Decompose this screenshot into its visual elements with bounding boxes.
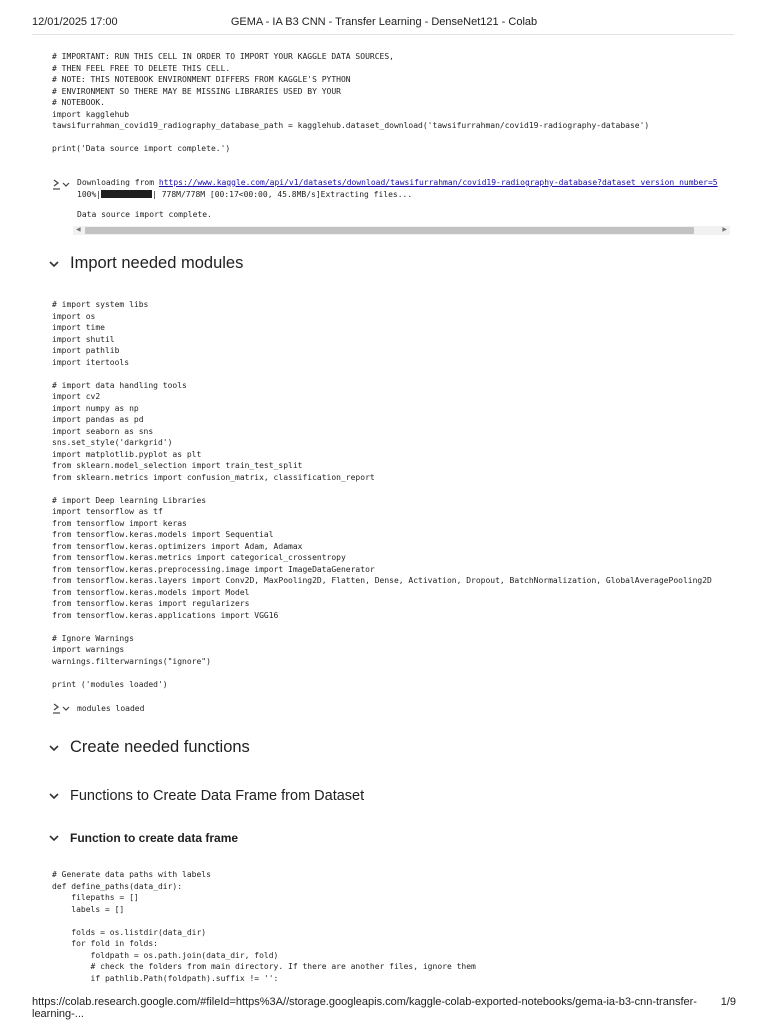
code-line: # check the folders from main directory. If there are another files, ignore them [52, 962, 476, 971]
scroll-right-icon[interactable]: ▶ [722, 227, 727, 233]
progress-line [77, 189, 730, 201]
code-line: for fold in folds: [52, 939, 158, 948]
progress-prefix: 100%| [77, 189, 102, 199]
output-icon [52, 703, 70, 715]
scrollbar-thumb[interactable] [85, 227, 694, 234]
code-line: import tensorflow as tf [52, 507, 163, 516]
section-create-functions[interactable] [48, 738, 250, 757]
code-line: import os [52, 311, 96, 321]
code-line: # NOTEBOOK. [52, 98, 105, 107]
chevron-down-icon[interactable] [48, 832, 60, 844]
code-line: import time [52, 323, 105, 332]
code-line: warnings.filterwarnings("ignore") [52, 656, 211, 666]
section-import-modules[interactable] [48, 254, 243, 273]
section-title: Create needed functions [70, 738, 250, 756]
code-line: foldpath = os.path.join(data_dir, fold) [52, 950, 279, 960]
code-line: tawsifurrahman_covid19_radiography_database_path = kagglehub.dataset_download('tawsifurrahman/covid19-radiography-database') [52, 121, 650, 130]
import-complete-message: Data source import complete. [77, 210, 212, 219]
code-line: import kagglehub [52, 109, 130, 119]
section-title: Functions to Create Data Frame from Dataset [70, 788, 365, 804]
code-line: sns.set_style('darkgrid') [52, 438, 173, 447]
download-prefix: Downloading from [77, 178, 159, 187]
code-line: from tensorflow.keras.models import Model [52, 587, 250, 597]
cell-output-modules [52, 703, 730, 717]
code-line: import cv2 [52, 392, 101, 401]
code-line: from sklearn.metrics import confusion_matrix, classification_report [52, 472, 375, 482]
code-line: from tensorflow.keras.layers import Conv2D, MaxPooling2D, Flatten, Dense, Activation, Dropout, BatchNormalization, GlobalAveragePooling2D [52, 576, 712, 585]
code-line: from tensorflow.keras.optimizers import Adam, Adamax [52, 541, 303, 551]
code-line: labels = [] [52, 904, 125, 914]
code-line: from tensorflow.keras.applications import VGG16 [52, 610, 279, 620]
page-url: https://colab.research.google.com/#fileId=https%3A//storage.googleapis.com/kaggle-colab-exported-notebooks/gema-ia-b3-cnn-transfer-learning-... [32, 996, 697, 1020]
page-number: 1/9 [720, 996, 736, 1008]
output-horizontal-scrollbar[interactable] [73, 226, 730, 235]
code-line: import warnings [52, 645, 125, 654]
code-line: # Ignore Warnings [52, 633, 134, 643]
code-line: from tensorflow.keras.models import Sequential [52, 530, 274, 539]
code-line: filepaths = [] [52, 893, 139, 902]
code-line [52, 621, 712, 633]
code-line: # import Deep learning Libraries [52, 495, 207, 505]
code-line: # ENVIRONMENT SO THERE MAY BE MISSING LIBRARIES USED BY YOUR [52, 86, 341, 96]
code-line: if pathlib.Path(foldpath).suffix != '': [52, 973, 279, 983]
code-line: import pandas as pd [52, 415, 144, 424]
progress-bar [101, 190, 152, 198]
code-line: print ('modules loaded') [52, 679, 168, 689]
print-footer [32, 996, 736, 1020]
code-line: print('Data source import complete.') [52, 144, 231, 153]
header-divider [32, 34, 734, 35]
code-line: import itertools [52, 357, 130, 367]
section-title: Function to create data frame [70, 831, 239, 845]
download-line [77, 177, 730, 189]
code-line: import seaborn as sns [52, 426, 154, 436]
code-line: def define_paths(data_dir): [52, 881, 183, 891]
code-line: from sklearn.model_selection import train_test_split [52, 461, 303, 470]
code-line: from tensorflow.keras.preprocessing.image import ImageDataGenerator [52, 564, 375, 574]
code-line [52, 368, 712, 380]
notebook-title: GEMA - IA B3 CNN - Transfer Learning - DenseNet121 - Colab [230, 16, 538, 28]
code-line [52, 667, 712, 679]
code-line: import pathlib [52, 346, 120, 355]
output-icon [52, 179, 70, 191]
code-line: # THEN FEEL FREE TO DELETE THIS CELL. [52, 63, 231, 73]
code-cell-define-paths[interactable] [52, 869, 476, 984]
code-line [52, 483, 712, 495]
section-data-frame-functions[interactable] [48, 788, 364, 804]
code-line: import numpy as np [52, 403, 139, 413]
download-link[interactable]: https://www.kaggle.com/api/v1/datasets/download/tawsifurrahman/covid19-radiography-database?dataset_version_number=5 [158, 178, 718, 187]
scroll-left-icon[interactable]: ◀ [76, 227, 81, 233]
code-line: # NOTE: THIS NOTEBOOK ENVIRONMENT DIFFERS FROM KAGGLE'S PYTHON [52, 75, 351, 84]
code-line: from tensorflow import keras [52, 518, 187, 528]
code-line [52, 915, 476, 927]
code-line: from tensorflow.keras import regularizers [52, 599, 250, 608]
code-cell-kaggle-import[interactable] [52, 51, 649, 155]
chevron-down-icon[interactable] [48, 790, 60, 802]
chevron-down-icon[interactable] [48, 742, 60, 754]
code-line: # import data handling tools [52, 380, 187, 390]
code-cell-import-modules[interactable] [52, 299, 712, 690]
section-title: Import needed modules [70, 254, 244, 272]
code-line: folds = os.listdir(data_dir) [52, 927, 207, 937]
code-line: import shutil [52, 334, 115, 344]
code-line: from tensorflow.keras.metrics import categorical_crossentropy [52, 553, 346, 562]
chevron-down-icon[interactable] [48, 258, 60, 270]
code-line: # Generate data paths with labels [52, 870, 211, 879]
print-header [32, 16, 736, 30]
code-line: import matplotlib.pyplot as plt [52, 449, 202, 459]
section-function-create-df[interactable] [48, 831, 238, 845]
progress-suffix: | 778M/778M [00:17<00:00, 45.8MB/s]Extracting files... [152, 189, 413, 199]
code-line: # import system libs [52, 300, 149, 309]
print-datetime: 12/01/2025 17:00 [32, 16, 118, 28]
modules-loaded-message: modules loaded [77, 704, 145, 713]
code-line: # IMPORTANT: RUN THIS CELL IN ORDER TO IMPORT YOUR KAGGLE DATA SOURCES, [52, 52, 394, 61]
code-line [52, 132, 649, 144]
